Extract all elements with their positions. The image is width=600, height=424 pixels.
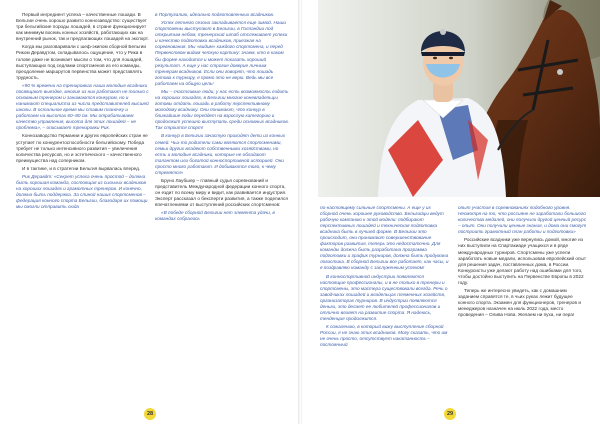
paragraph: Когда мы разговаривали с шеф-экипом сборной Бельгии Риком Деравдтом, складывалось ощущение, что у Рика в голове даже не возникает мысли о том, что для лошадей, выступающих под седлами спортсменов из его команды, преодоление маршрутов первенства может представлять трудность. (16, 44, 147, 80)
left-page-column-1 (16, 12, 150, 404)
quote-paragraph: К сожалению, в который вижу выступление сборной России, я не знаю этих всадников. Могу сказать, что им не очень просто, отсутствует накатанность – постоянный (320, 324, 448, 348)
right-page-column-2 (458, 205, 588, 405)
quote-paragraph: Рик Деравдт: «Секрет успеха очень простой – должна быть хорошая команда, состоящая из сильных всадников на хороших лошадях и грамотных тренеров. И конечно, должна быть поддержка. За спиной наших спортсменов – федерация конного спорта Бельгии, благодаря их помощи мы смогли отправить сюда (16, 174, 148, 210)
quote-paragraph: В конноспортивной индустрии появляются настоящие профессионалы, и в не только в тренеры и спортсмены, это мастера существовали всегда. Речь о заводчиках лошадей и владельцах племенных хозяйств, организаторах турниров. В индустрии появляются деньги, это делает ее любителей профессионалов и отлично влияет на развитие спорта. Я надеюсь, тенденция продолжится. (320, 273, 448, 322)
quote-paragraph: опыт участия в соревнованиях подобного уровня. Несмотря на то, что россияне не заработали большого количества медалей, они получили другой ценный ресурс – опыт. Они получили ценные знания, и дома они смогут построить грамотный план работы и подготовки» (458, 205, 587, 235)
paragraph: Первый ингредиент успеха – качественные лошади. В Бельгии очень хорошо развито коннозаводство: существует три бельгийские породы лошадей, в стране функционирует как минимум восемь конных хозяйств, работающих как на внутренний рынок, так и предлагающих лошадей на экспорт. (16, 12, 149, 42)
quote-paragraph: В конкур в Бельгии зачастую приходят дети из конных семей. Чьи-то родители сами являются спортсменами, семьи других владеют собственными хозяйствами, но есть и молодые всадники, которые не обладают талантом или богатой конноспортивной историей. Они просто много работают. И добиваются того, к чему стремятся» (155, 133, 286, 175)
rider-with-horse-photo (318, 0, 600, 197)
paragraph: И в тактике, и в стратегии Бельгия вырвалась вперед. (22, 165, 141, 171)
book-gutter (298, 0, 302, 424)
quote-paragraph: в Португалию, идеально подготовленных всадников. (155, 12, 275, 17)
quote-paragraph: Мы – счастливые люди, у нас есть возможность ездить на хороших лошадях, в Бельгии многие коневладельцы готовы отдать лошадь в работу перспективному молодому всаднику. Они понимают, что конкур в ближайшие годы перейдет на взрослую категорию и продолжит успешно выступать среди основных всадников. Так строится спорт! (155, 88, 289, 131)
right-page-column-1 (320, 205, 450, 405)
paragraph: Бруно Лаубшер – главный судья соревнований и представитель Международной федерации конного спорта, он ездит по всему миру и видит, как развивается индустрия. Эксперт рассказал о бексперти развития, а также поделился впечатлениями от выступлений российских спортсменов: (155, 177, 288, 208)
paragraph: Теперь же интересно увидеть, как с домашним заданием справятся те, в чьих руках лежит будущее конного спорта. Экзамен для функционеров, тренеров и менеджеров назначен на июль 2022 года, место проведения – Олива Нова. Желаем ни пуха, ни пера! (458, 287, 581, 318)
paragraph: Коннозаводство Германии и других европейских стран не уступает по конкурентоспособности бельгийскому. Победа требует не только интенсивного развития – увеличения количества ресурсов, но и эстетического – качественного преимущества над соперником. (16, 133, 148, 163)
photo-illustration (318, 0, 600, 197)
page-number-right: 29 (444, 408, 456, 420)
quote-paragraph: «В победе сборной Бельгии нет элемента удачи, в командах собрались (155, 210, 275, 222)
left-page-column-2 (155, 12, 289, 404)
quote-paragraph: «90 % времени на тренировках наши молодые всадники посвящают выездке, многие из них работают не только с основным тренером и занимаются конкуром, но и нанимают специалиста из числа представителей высшей школы. В остальное время мы ставим планочку и работаем на высотах 60–80 см. Мы отрабатываем качество управления, высота для этих лошадей – не проблема», – описывает тренировки Рик. (16, 82, 149, 131)
paragraph: Российские всадники уже вернулись домой, многие из них выступили на Спартакиаде учащихся и в ряде международных турниров. Спортсмены уже успели заработать новые медали, использовав европейский опыт для решения задач, поставленных дома, в России. Конкурсисты уже делают работу над ошибками для того, чтобы достойно выступить на Первенстве Европы в 2022 году. (458, 237, 587, 285)
quote-paragraph: по-настоящему сильные спортсмены. А еще у их сборной очень хорошее руководство. Бельгийцы ведут рабочую кампанию к этой модели: подбирают перспективных лошадей и техническая подготовка всадника быть в лучшей форме. В Бельгии это происходит, они принимают совершенствование факторов развития, теперь это недостаточно. Для команды должна быть разработана программа подготовки и график турниров, должна быть продумана логистика. В сборной Бельгии все работает, как часы, и я поздравляю команду с заслуженным успехом! (320, 205, 449, 271)
page-number-left: 28 (144, 408, 156, 420)
quote-paragraph: Успех летнего сезона закладывается еще зимой. Наши спортсмены выступают в Бельгии, в Голландии под открытым небом, тренерский штаб отслеживает успехи и качество подготовки всадников, приезжая на соревнования. Мы «видим» каждого спортсмена, и перед Первенством видим четкую картину: знаем, кто в каком бы форме находится и может показать хороший результат. А еще у нас строгие доверие личным тренерам всадников. Если они говорят, что лошадь готова к турниру, я прямо это не верю. Ведь мы все работаем на общую цель! (155, 20, 288, 86)
